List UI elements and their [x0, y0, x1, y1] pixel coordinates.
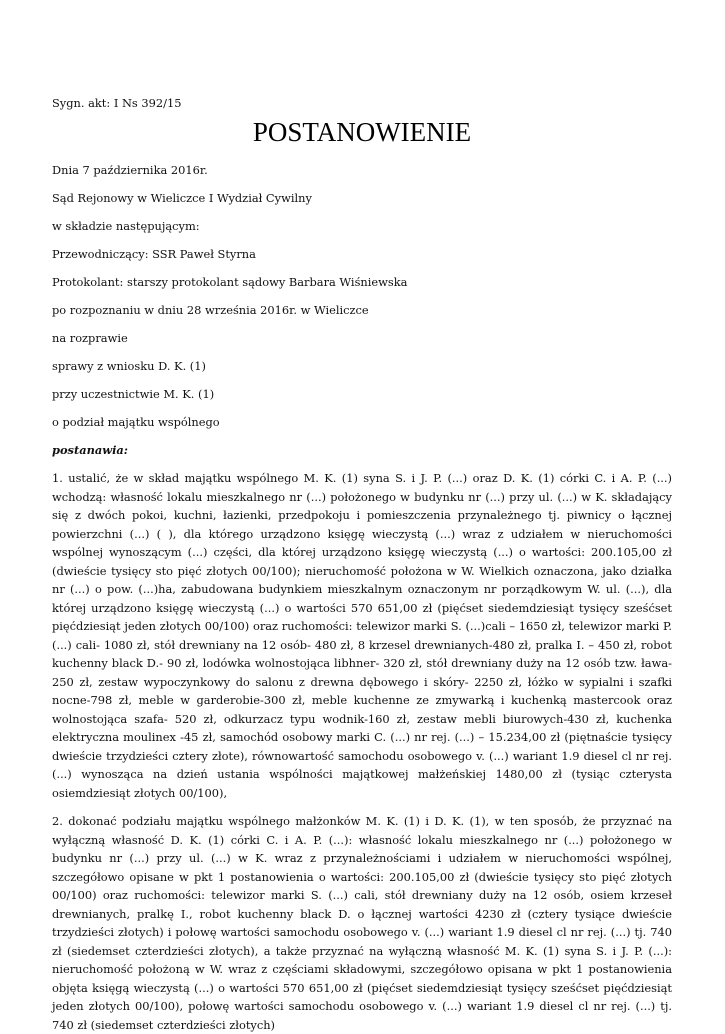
participant-line: przy uczestnictwie M. K. (1) [52, 387, 215, 401]
court-line: Sąd Rejonowy w Wieliczce I Wydział Cywilny [52, 191, 312, 205]
case-signature: Sygn. akt: I Ns 392/15 [52, 96, 182, 110]
hearing-line: po rozpoznaniu w dniu 28 września 2016r. w Wieliczce [52, 303, 369, 317]
composition-line: w składzie następującym: [52, 219, 200, 233]
subject-line: o podział majątku wspólnego [52, 415, 220, 429]
date-line: Dnia 7 października 2016r. [52, 163, 208, 177]
document-page [52, 94, 672, 1034]
paragraph-1: 1. ustalić, że w skład majątku wspólnego M. K. (1) syna S. i J. P. (...) oraz D. K. (1) córki C. i A. P. (...) wchodzą: własność lokalu mieszkalnego nr (...) położonego w budynku nr (...) przy ul. (...) w K. składający się z dwóch pokoi, kuchni, łazienki, przedpokoju i pomieszczenia przynależnego tj. piwnicy o łącznej powierzchni (...) ( ), dla którego urządzono księgę wieczystą (...) wraz z udziałem w nieruchomości wspólnej wynoszącym (...) części, dla której urządzono księgę wieczystą (...) o wartości: 200.105,00 zł (dwieście tysięcy sto pięć złotych 00/100); nieruchomość położona w W. Wielkich oznaczona, jako działka nr (...) o pow. (...)ha, zabudowana budynkiem mieszkalnym oznaczonym nr porządkowym W. ul. (...), dla której urządzono księgę wieczystą (...) o wartości 570 651,00 zł (pięćset siedemdziesiąt tysięcy sześćset pięćdziesiąt jeden złotych 00/100) oraz ruchomości: telewizor marki S. (...)cali – 1650 zł, telewizor marki P. (...) cali- 1080 zł, stół drewniany na 12 osób- 480 zł, 8 krzesel drewnianych-480 zł, pralka I. – 450 zł, robot kuchenny black D.- 90 zł, lodówka wolnostojąca libhner- 320 zł, stół drewniany duży na 12 osób tzw. ława- 250 zł, zestaw wypoczynkowy do salonu z drewna dębowego i skóry- 2250 zł, łóżko w sypialni i szafki nocne-798 zł, meble w garderobie-300 zł, meble kuchenne ze zmywarką i kuchenką mastercook oraz wolnostojąca szafa- 520 zł, odkurzacz typu wodnik-160 zł, zestaw mebli biurowych-430 zł, kuchenka elektryczna moulinex -45 zł, samochód osobowy marki C. (...) nr rej. (...) – 15.234,00 zł (piętnaście tysięcy dwieście trzydzieści cztery złote), równowartość samochodu osobowego v. (...) wariant 1.9 diesel cl nr rej. (...) wynosząca na dzień ustania wspólności majątkowej małżeńskiej 1480,00 zł (tysiąc czterysta osiemdziesiąt złotych 00/100), [52, 471, 672, 800]
session-line: na rozprawie [52, 331, 128, 345]
clerk-line: Protokolant: starszy protokolant sądowy Barbara Wiśniewska [52, 275, 408, 289]
chair-line: Przewodniczący: SSR Paweł Styrna [52, 247, 256, 261]
document-title: POSTANOWIENIE [252, 117, 472, 147]
paragraph-2: 2. dokonać podziału majątku wspólnego małżonków M. K. (1) i D. K. (1), w ten sposób, że przyznać na wyłączną własność D. K. (1) córki C. i A. P. (...): własność lokalu mieszkalnego nr (...) położonego w budynku nr (...) przy ul. (...) w K. wraz z przynależnościami i udziałem w nieruchomości wspólnej, szczegółowo opisane w pkt 1 postanowienia o wartości: 200.105,00 zł (dwieście tysięcy sto pięć złotych 00/100) oraz ruchomości: telewizor marki S. (...) cali, stół drewniany duży na 12 osób, osiem krzeseł drewnianych, pralkę I., robot kuchenny black D. o łącznej wartości 4230 zł (cztery tysiące dwieście trzydzieści złotych) i połowę wartości samochodu osobowego v. (...) wariant 1.9 diesel cl nr rej. (...) tj. 740 zł (siedemset czterdzieści złotych), a także przyznać na wyłączną własność M. K. (1) syna S. i J. P. (...): nieruchomość położoną w W. wraz z częściami składowymi, szczegółowo opisana w pkt 1 postanowienia objęta księgą wieczystą (...) o wartości 570 651,00 zł (pięćset siedemdziesiąt tysięcy sześćset pięćdziesiąt jeden złotych 00/100), połowę wartości samochodu osobowego v. (...) wariant 1.9 diesel cl nr rej. (...) tj. 740 zł (siedemset czterdzieści złotych) [52, 814, 672, 1032]
case-line: sprawy z wniosku D. K. (1) [52, 359, 206, 373]
decision-heading: postanawia: [52, 443, 128, 457]
